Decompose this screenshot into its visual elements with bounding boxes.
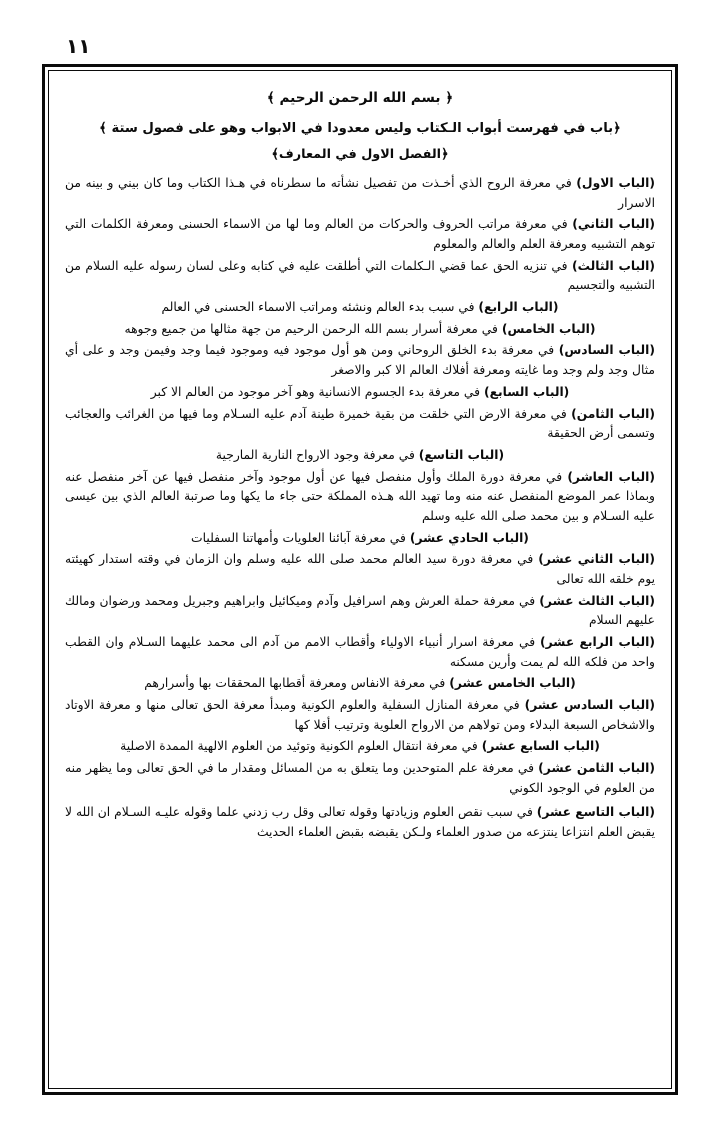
toc-entry xyxy=(65,803,655,842)
toc-entry xyxy=(65,759,655,798)
toc-entry-label: (الباب السادس) xyxy=(558,343,655,358)
toc-entry xyxy=(65,405,655,444)
toc-entry xyxy=(65,446,655,466)
toc-entry-label: (الباب السادس عشر) xyxy=(524,697,655,712)
toc-entry-label: (الباب الثاني عشر) xyxy=(538,552,655,567)
toc-entry xyxy=(65,674,655,694)
toc-entry-text: في سبب نقص العلوم وزيادتها وقوله تعالى وقل رب زدني علما وقوله عليـه السـلام ان الله لا يقبض العلم انتزاعا ينتزعه من صدور العلماء ولـكن يقبضه بقبض العلماء الحديث xyxy=(65,805,655,839)
toc-entry-label: (الباب الرابع عشر) xyxy=(540,634,655,649)
toc-entry-text: في معرفة الانفاس ومعرفة أقطابها المحققات بها وأسرارهم xyxy=(144,676,446,691)
page-border-outer xyxy=(42,64,678,1095)
toc-entry-label: (الباب الثالث) xyxy=(571,258,655,273)
toc-entry xyxy=(65,633,655,672)
toc-entry-label: (الباب التاسع عشر) xyxy=(536,805,655,820)
toc-entry xyxy=(65,257,655,296)
toc-entry-text: في معرفة اسرار أنبياء الاولياء وأقطاب الامم من آدم الى محمد عليهما السـلام وان القطب واحد من فلكه الله لم يمت وأرين مسكنه xyxy=(65,634,655,669)
page-content xyxy=(65,87,655,843)
toc-entry xyxy=(65,215,655,254)
toc-entry-text: في معرفة انتقال العلوم الكونية وتوئيد من العلوم الالهية الممدة الاصلية xyxy=(120,739,478,754)
toc-entry xyxy=(65,174,655,213)
toc-entry-label: (الباب الخامس) xyxy=(501,321,596,336)
toc-entry-label: (الباب الحادي عشر) xyxy=(409,530,529,545)
toc-entry-text: في معرفة مراتب الحروف والحركات من العالم وما لها من الاسماء الحسنى ومعرفة الكلمات التي توهم التشبيه ومعرفة العلم والعالم والمعلوم xyxy=(65,217,655,252)
toc-entry-label: (الباب السابع) xyxy=(483,384,570,399)
toc-entry-text: في معرفة آبائنا العلويات وأمهاتنا السفليات xyxy=(191,530,406,545)
basmala-line: ﴿ بسم الله الرحمن الرحيم ﴾ xyxy=(266,90,454,106)
chapter-heading: ﴿باب في فهرست أبواب الـكتاب وليس معدودا في الابواب وهو على فصول ستة ﴾ xyxy=(99,121,621,137)
toc-entry-text: في معرفة وجود الارواح النارية المارجية xyxy=(215,447,415,462)
toc-entry xyxy=(65,550,655,589)
toc-entry xyxy=(65,737,655,757)
toc-entry xyxy=(65,592,655,631)
toc-entry-label: (الباب الرابع) xyxy=(478,300,559,315)
toc-entry-text: في معرفة الروح الذي أخـذت من تفصيل نشأته ما سطرناه في هـذا الكتاب وما كان بيني و بينه من الاسرار xyxy=(65,176,655,210)
toc-entry xyxy=(65,320,655,340)
toc-entry-label: (الباب الخامس عشر) xyxy=(449,676,576,691)
toc-entry-text: في معرفة دورة الملك وأول منفصل فيها عن أول موجود وآخر منفصل فيها عن آخر منفصل عنه وبماذا عمر الموضع المنفصل عنه منه وما تهيد الله هـذه المملكة حتى جاء ما يكها وما صرتبة العالم الذي بين عيسى عليه السـلام و بين محمد صلى الله عليه وسلم xyxy=(65,469,655,523)
toc-entry-label: (الباب العاشر) xyxy=(567,469,655,484)
toc-entry xyxy=(65,696,655,735)
toc-entry-text: في سبب بدء العالم ونشئه ومراتب الاسماء الحسنى في العالم xyxy=(161,300,475,315)
toc-entry xyxy=(65,383,655,403)
toc-entry xyxy=(65,341,655,380)
toc-entry xyxy=(65,298,655,318)
toc-entry-label: (الباب الثامن) xyxy=(571,406,655,421)
page-number: ١١ xyxy=(66,34,91,58)
toc-entry xyxy=(65,529,655,549)
toc-entry-text: في معرفة المنازل السفلية والعلوم الكونية ومبدأ معرفة الحق تعالى منها و معرفة الاوتاد والاشخاص السبعة البدلاء ومن تولاهم من الارواح العلوية وترتيب أفلا كها xyxy=(65,697,655,732)
toc-entry-label: (الباب السابع عشر) xyxy=(481,739,600,754)
toc-entry-text: في معرفة بدء الجسوم الانسانية وهو آخر موجود من العالم الا كبر xyxy=(150,384,481,399)
toc-entry-text: في معرفة أسرار بسم الله الرحمن الرحيم من جهة مثالها من جميع وجوهه xyxy=(124,321,498,336)
toc-entry-text: في معرفة حملة العرش وهم اسرافيل وآدم وميكائيل وابراهيم وجبريل ومحمد ورضوان ومالك عليهم السلام xyxy=(65,593,655,628)
toc-entry-label: (الباب الثاني) xyxy=(572,217,655,232)
toc-entry-text: في معرفة دورة سيد العالم محمد صلى الله عليه وسلم وان الزمان في وقته استدار كهيئته يوم خلقه الله تعالى xyxy=(65,552,655,586)
toc-entry-label: (الباب الثالث عشر) xyxy=(539,593,655,608)
toc-entry-text: في معرفة علم المتوحدين وما يتعلق به من المسائل ومقدار ما في الحق تعالى وما يظهر منه من العلوم في الوجود الكوني xyxy=(65,760,655,795)
page-border-inner xyxy=(48,70,672,1089)
toc-entry xyxy=(65,468,655,527)
section-subheading: ﴿الفصل الاول في المعارف﴾ xyxy=(271,147,449,163)
toc-entry-text: في تنزيه الحق عما قضي الـكلمات التي أطلقت عليه في كتابه وعلى لسان رسوله عليه السلام من التشبيه والتجسيم xyxy=(65,258,655,293)
toc-entry-label: (الباب الاول) xyxy=(576,176,655,191)
toc-entry-text: في معرفة بدء الخلق الروحاني ومن هو أول موجود فيه وموجود فيما وجد وفيمن وجد و على أي مثال وجد ولم وجد وما غايته ومعرفة أفلاك العالم الا كبر والاصغر xyxy=(65,343,655,378)
toc-entry-label: (الباب الثامن عشر) xyxy=(538,760,655,775)
toc-entry-text: في معرفة الارض التي خلقت من بقية خميرة طينة آدم عليه السـلام وما فيها من الغرائب والعجائب وتسمى أرض الحقيقة xyxy=(65,406,655,441)
toc-entry-label: (الباب التاسع) xyxy=(418,447,505,462)
